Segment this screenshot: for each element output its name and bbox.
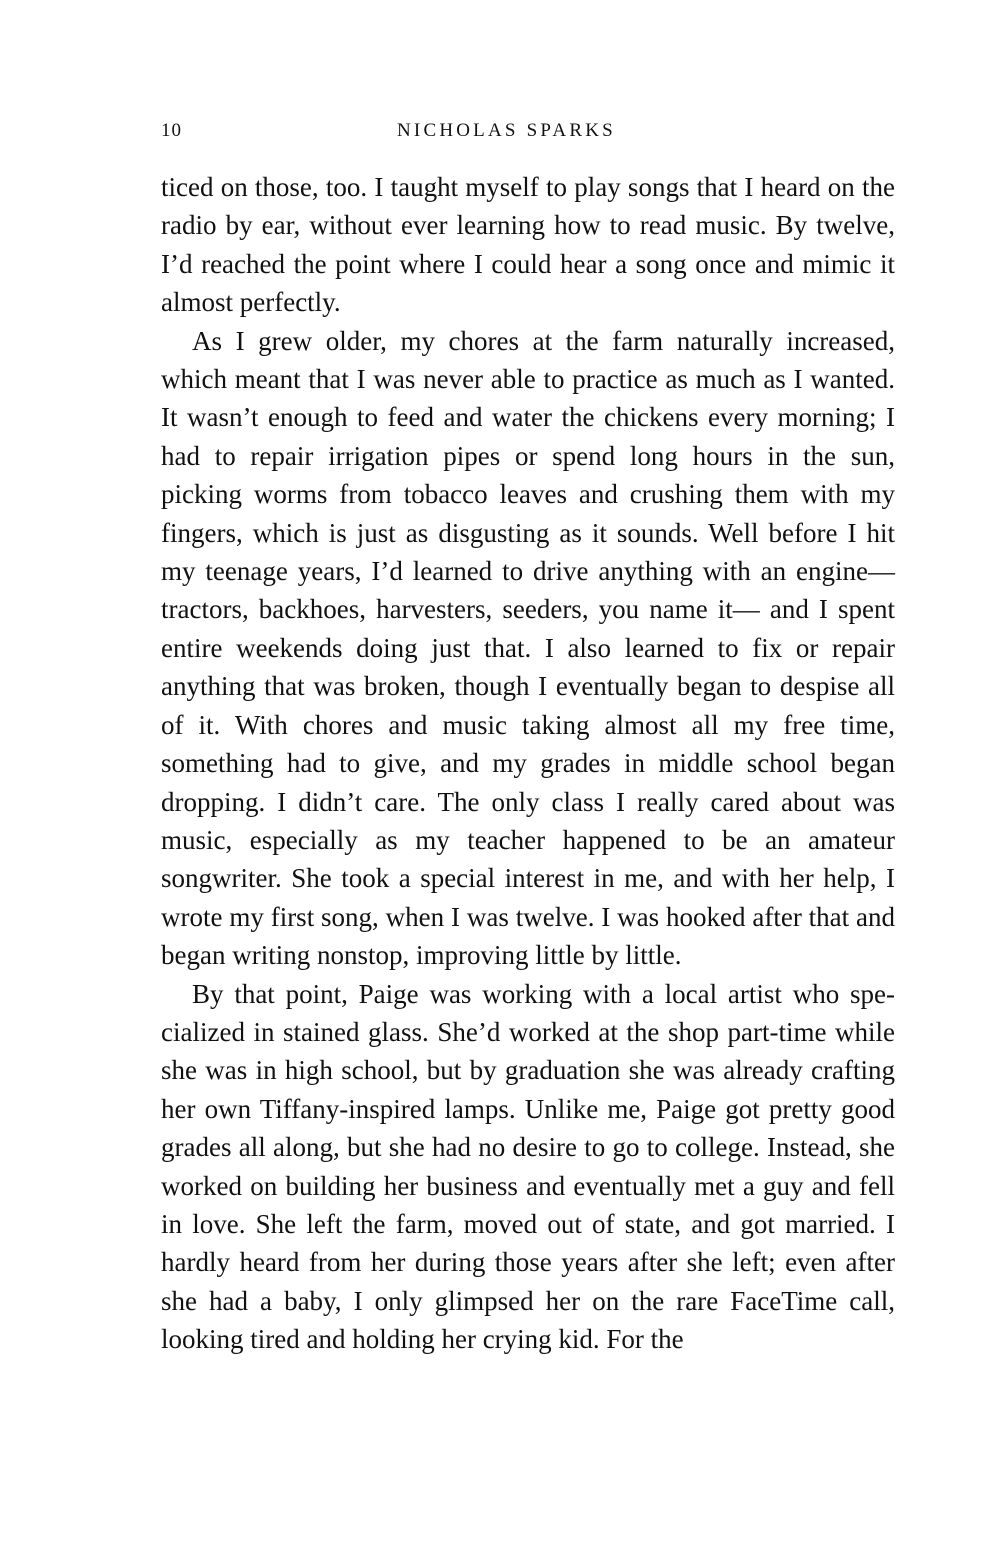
paragraph-3: By that point, Paige was working with a local artist who specialized in stained glass. She’d worked at the shop part-time while she was in high school, but by graduation she was already crafting her own Tiffany-inspired lamps. Unlike me, Paige got pretty good grades all along, but she had no desire to go to college. Instead, she worked on building her business and eventually met a guy and fell in love. She left the farm, moved out of state, and got married. I hardly heard from her during those years after she left; even after she had a baby, I only glimpsed her on the rare FaceTime call, looking tired and holding her crying kid. For the [161, 978, 895, 1355]
page-number: 10 [161, 120, 182, 141]
running-head [161, 116, 895, 146]
author-name: NICHOLAS SPARKS [397, 120, 616, 141]
body-text [161, 168, 895, 1359]
paragraph-2: As I grew older, my chores at the farm naturally increased, which meant that I was never able to practice as much as I wanted. It wasn’t enough to feed and water the chickens every morning; I had to repair irrigation pipes or spend long hours in the sun, picking worms from tobacco leaves and crushing them with my fingers, which is just as disgusting as it sounds. Well before I hit my teenage years, I’d learned to drive anything with an engine—tractors, backhoes, harvesters, seeders, you name it— and I spent entire weekends doing just that. I also learned to fix or repair anything that was broken, though I eventually began to despise all of it. With chores and music taking almost all my free time, something had to give, and my grades in middle school began dropping. I didn’t care. The only class I really cared about was music, especially as my teacher happened to be an amateur songwriter. She took a special interest in me, and with her help, I wrote my first song, when I was twelve. I was hooked after that and began writing nonstop, improving little by little. [161, 325, 895, 971]
paragraph-1: ticed on those, too. I taught myself to play songs that I heard on the radio by ear, without ever learning how to read music. By twelve, I’d reached the point where I could hear a song once and mimic it almost perfectly. [161, 172, 895, 318]
